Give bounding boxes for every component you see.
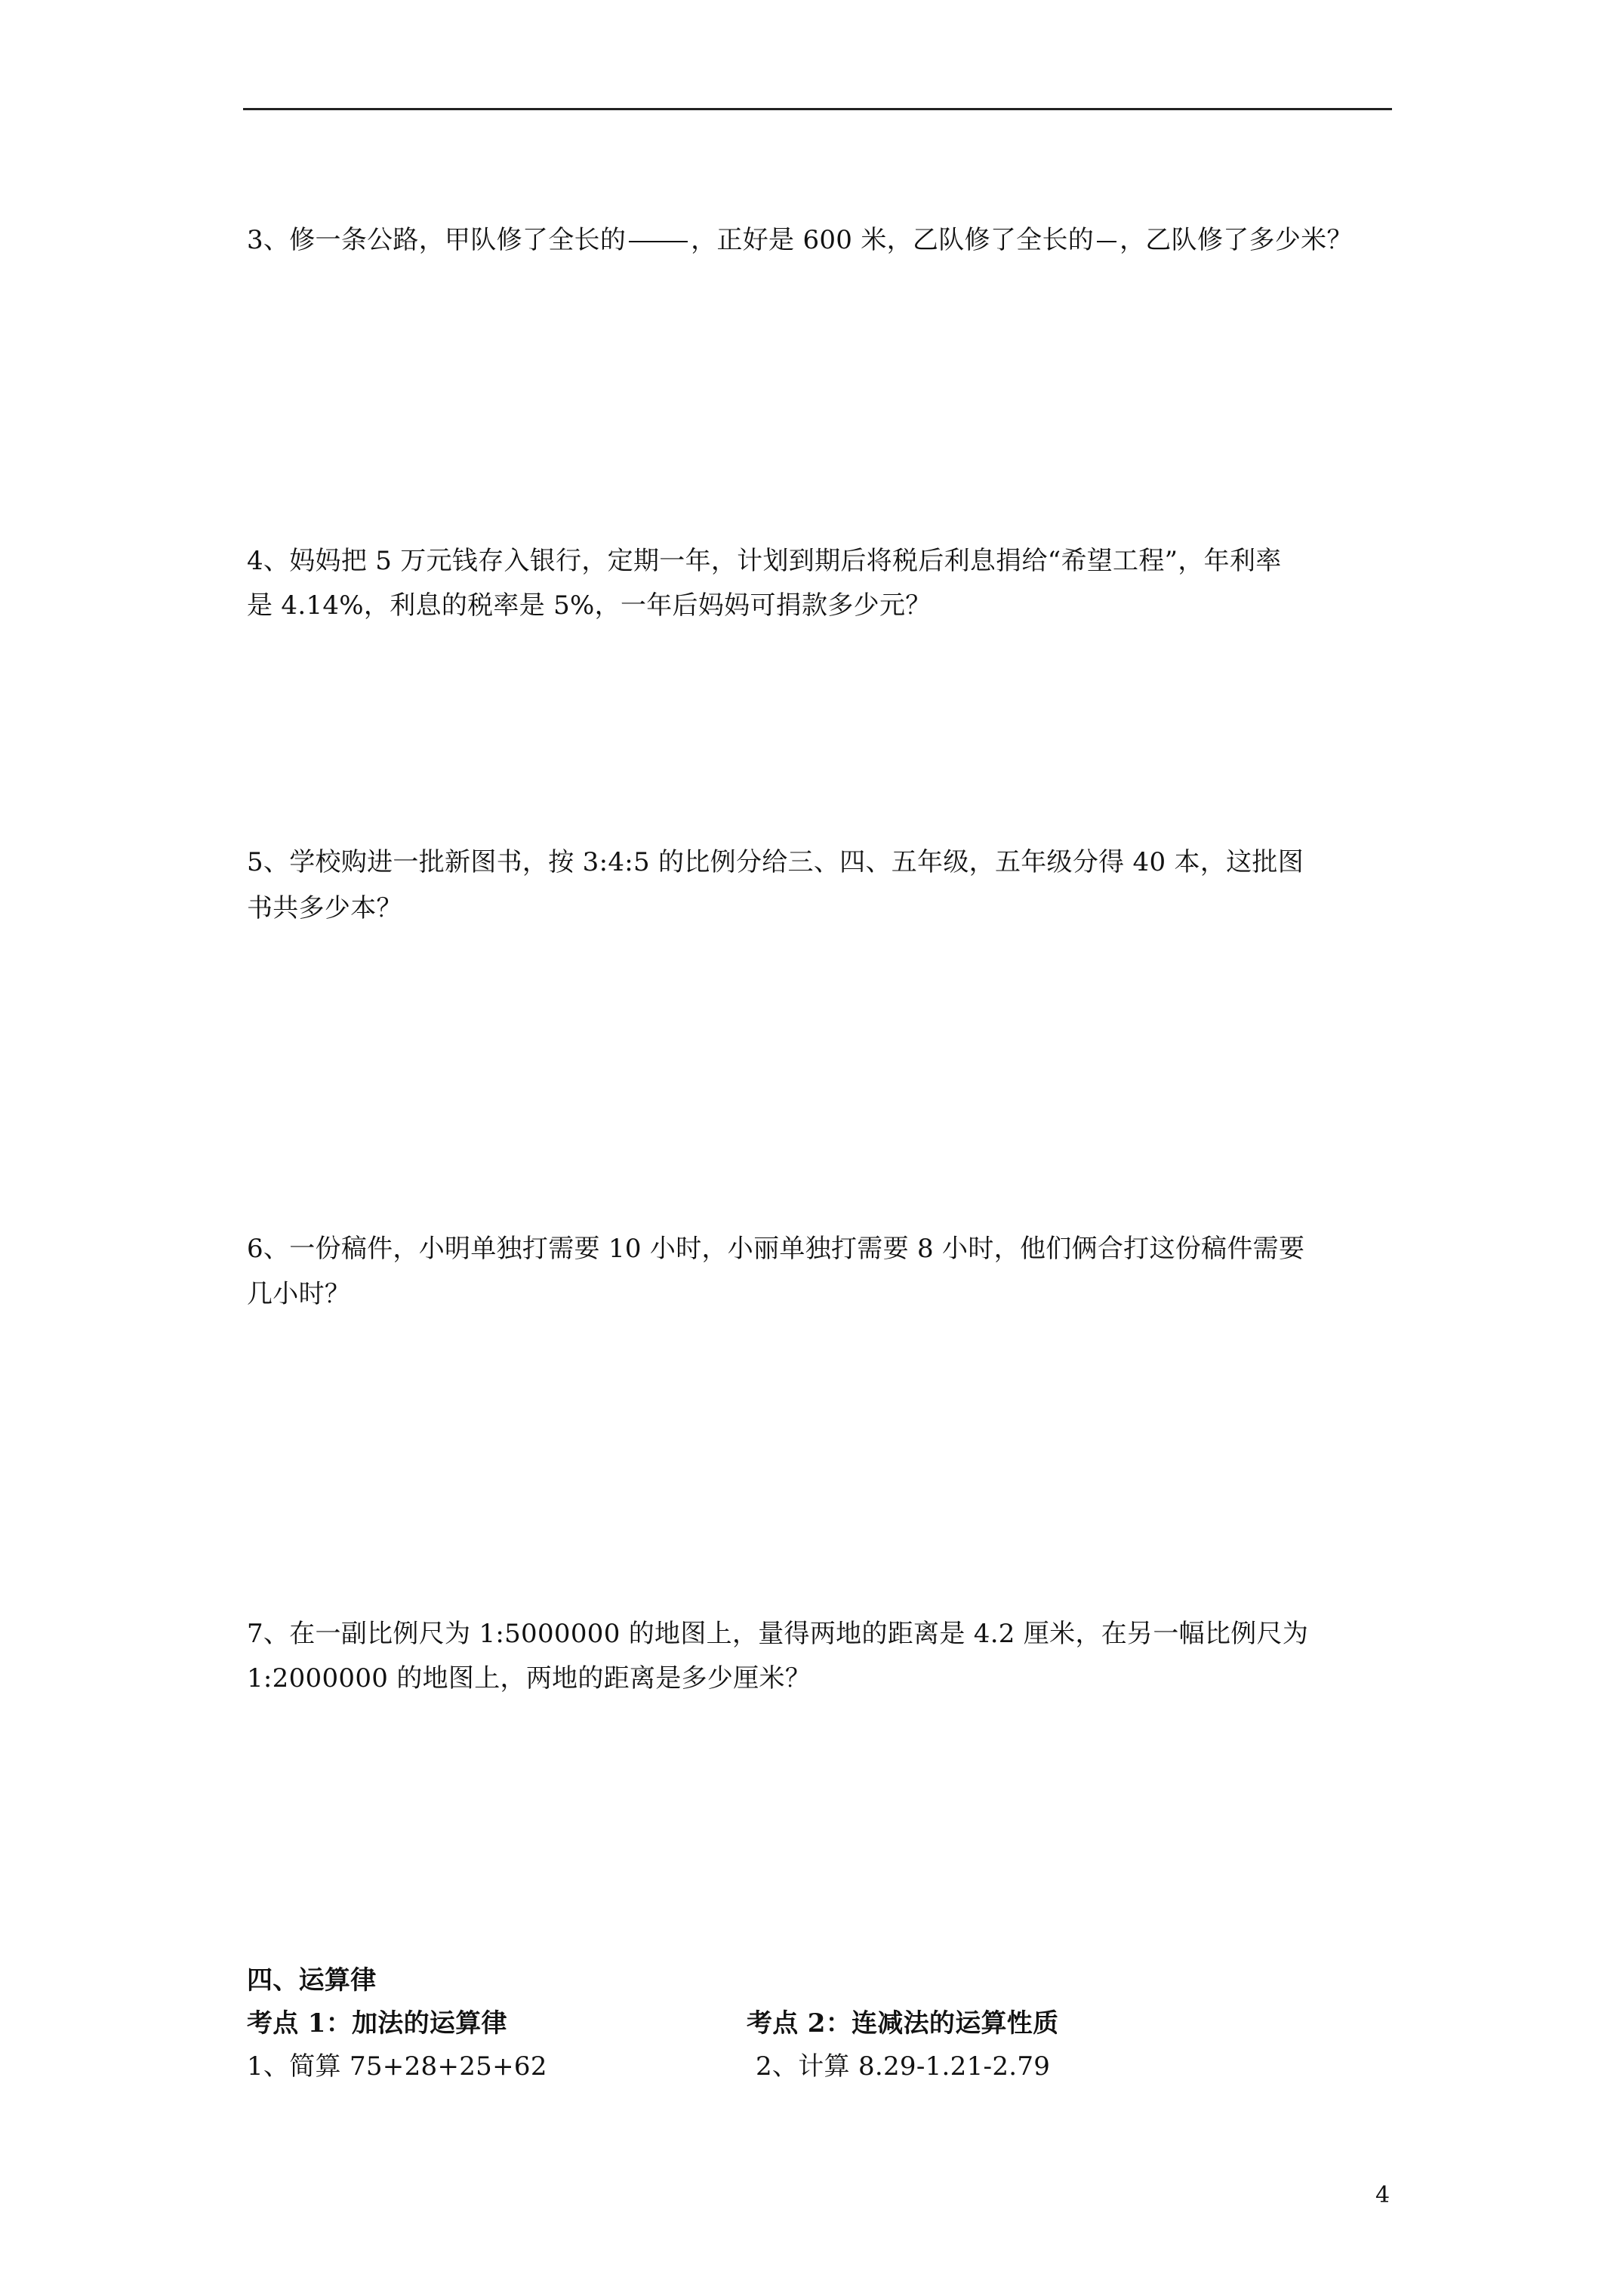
fraction-blank bbox=[629, 241, 688, 242]
problem-3-part1: 3、修一条公路，甲队修了全长的 bbox=[247, 225, 627, 255]
problem-3-part2: ，正好是 600 米，乙队修了全长的 bbox=[691, 225, 1095, 255]
problem-6-line2: 几小时？ bbox=[247, 1279, 351, 1309]
problem-5-line2: 书共多少本？ bbox=[247, 893, 402, 923]
problem-3 bbox=[247, 225, 1353, 255]
problem-4-line1: 4、妈妈把 5 万元钱存入银行，定期一年，计划到期后将税后利息捐给“希望工程”，年利率 bbox=[247, 546, 1282, 576]
fraction-blank bbox=[1097, 241, 1116, 242]
section4-question-2: 2、计算 8.29-1.21-2.79 bbox=[756, 2051, 1051, 2082]
problem-5-line1: 5、学校购进一批新图书，按 3:4:5 的比例分给三、四、五年级，五年级分得 40 本，这批图 bbox=[247, 847, 1304, 877]
problem-3-part3: ，乙队修了多少米？ bbox=[1119, 225, 1353, 255]
problem-4-line2: 是 4.14%，利息的税率是 5%，一年后妈妈可捐款多少元？ bbox=[247, 590, 932, 621]
section4-question-1: 1、简算 75+28+25+62 bbox=[247, 2051, 547, 2082]
header-rule bbox=[243, 108, 1392, 110]
problem-7-line2: 1:2000000 的地图上，两地的距离是多少厘米？ bbox=[247, 1663, 812, 1693]
problem-7-line1: 7、在一副比例尺为 1:5000000 的地图上，量得两地的距离是 4.2 厘米，在另一幅比例尺为 bbox=[247, 1619, 1309, 1649]
kaodian-1-heading: 考点 1：加法的运算律 bbox=[247, 2008, 507, 2039]
problem-6-line1: 6、一份稿件，小明单独打需要 10 小时，小丽单独打需要 8 小时，他们俩合打这份稿件需要 bbox=[247, 1234, 1305, 1264]
page-number: 4 bbox=[1375, 2182, 1390, 2208]
kaodian-2-heading: 考点 2：连减法的运算性质 bbox=[747, 2008, 1059, 2039]
section-title: 四、运算律 bbox=[247, 1965, 377, 1996]
